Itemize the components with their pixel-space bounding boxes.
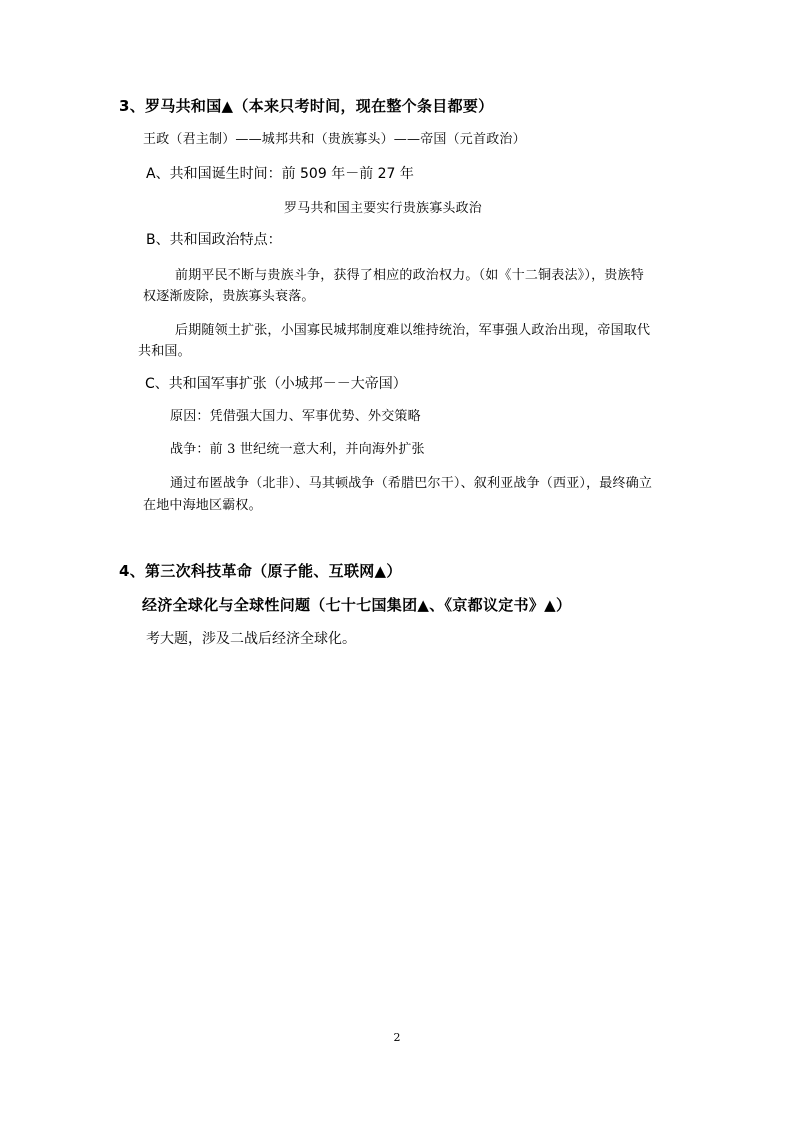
wars-line-1: 通过布匿战争（北非）、马其顿战争（希腊巴尔干）、叙利亚战争（西亚），最终确立: [170, 476, 653, 491]
early-period-line-2: 权逐渐废除，贵族寡头衰落。: [143, 289, 315, 304]
section-3-heading: 3、罗马共和国▲（本来只考时间，现在整个条目都要）: [119, 97, 494, 115]
wars-line-2: 在地中海地区霸权。: [143, 498, 262, 513]
late-period-line-1: 后期随领土扩张，小国寡民城邦制度难以维持统治，军事强人政治出现，帝国取代: [175, 323, 651, 338]
exam-note: 考大题，涉及二战后经济全球化。: [146, 631, 356, 647]
center-note: 罗马共和国主要实行贵族寡头政治: [284, 201, 483, 216]
military-expansion-label: C、共和国军事扩张（小城邦－－大帝国）: [145, 376, 407, 392]
expansion-war: 战争：前 3 世纪统一意大利，并向海外扩张: [170, 442, 425, 457]
expansion-reason: 原因：凭借强大国力、军事优势、外交策略: [170, 409, 421, 424]
stages-line: 王政（君主制）——城邦共和（贵族寡头）——帝国（元首政治）: [143, 132, 526, 147]
late-period-line-2: 共和国。: [138, 344, 191, 359]
republic-founding-time: A、共和国诞生时间：前 509 年－前 27 年: [146, 166, 414, 182]
early-period-line-1: 前期平民不断与贵族斗争，获得了相应的政治权力。（如《十二铜表法》），贵族特: [175, 268, 644, 283]
section-4-heading: 4、第三次科技革命（原子能、互联网▲）: [119, 562, 402, 580]
page-number: 2: [393, 1031, 401, 1044]
political-features-label: B、共和国政治特点：: [146, 232, 282, 248]
globalization-subheading: 经济全球化与全球性问题（七十七国集团▲、《京都议定书》▲）: [142, 596, 572, 614]
